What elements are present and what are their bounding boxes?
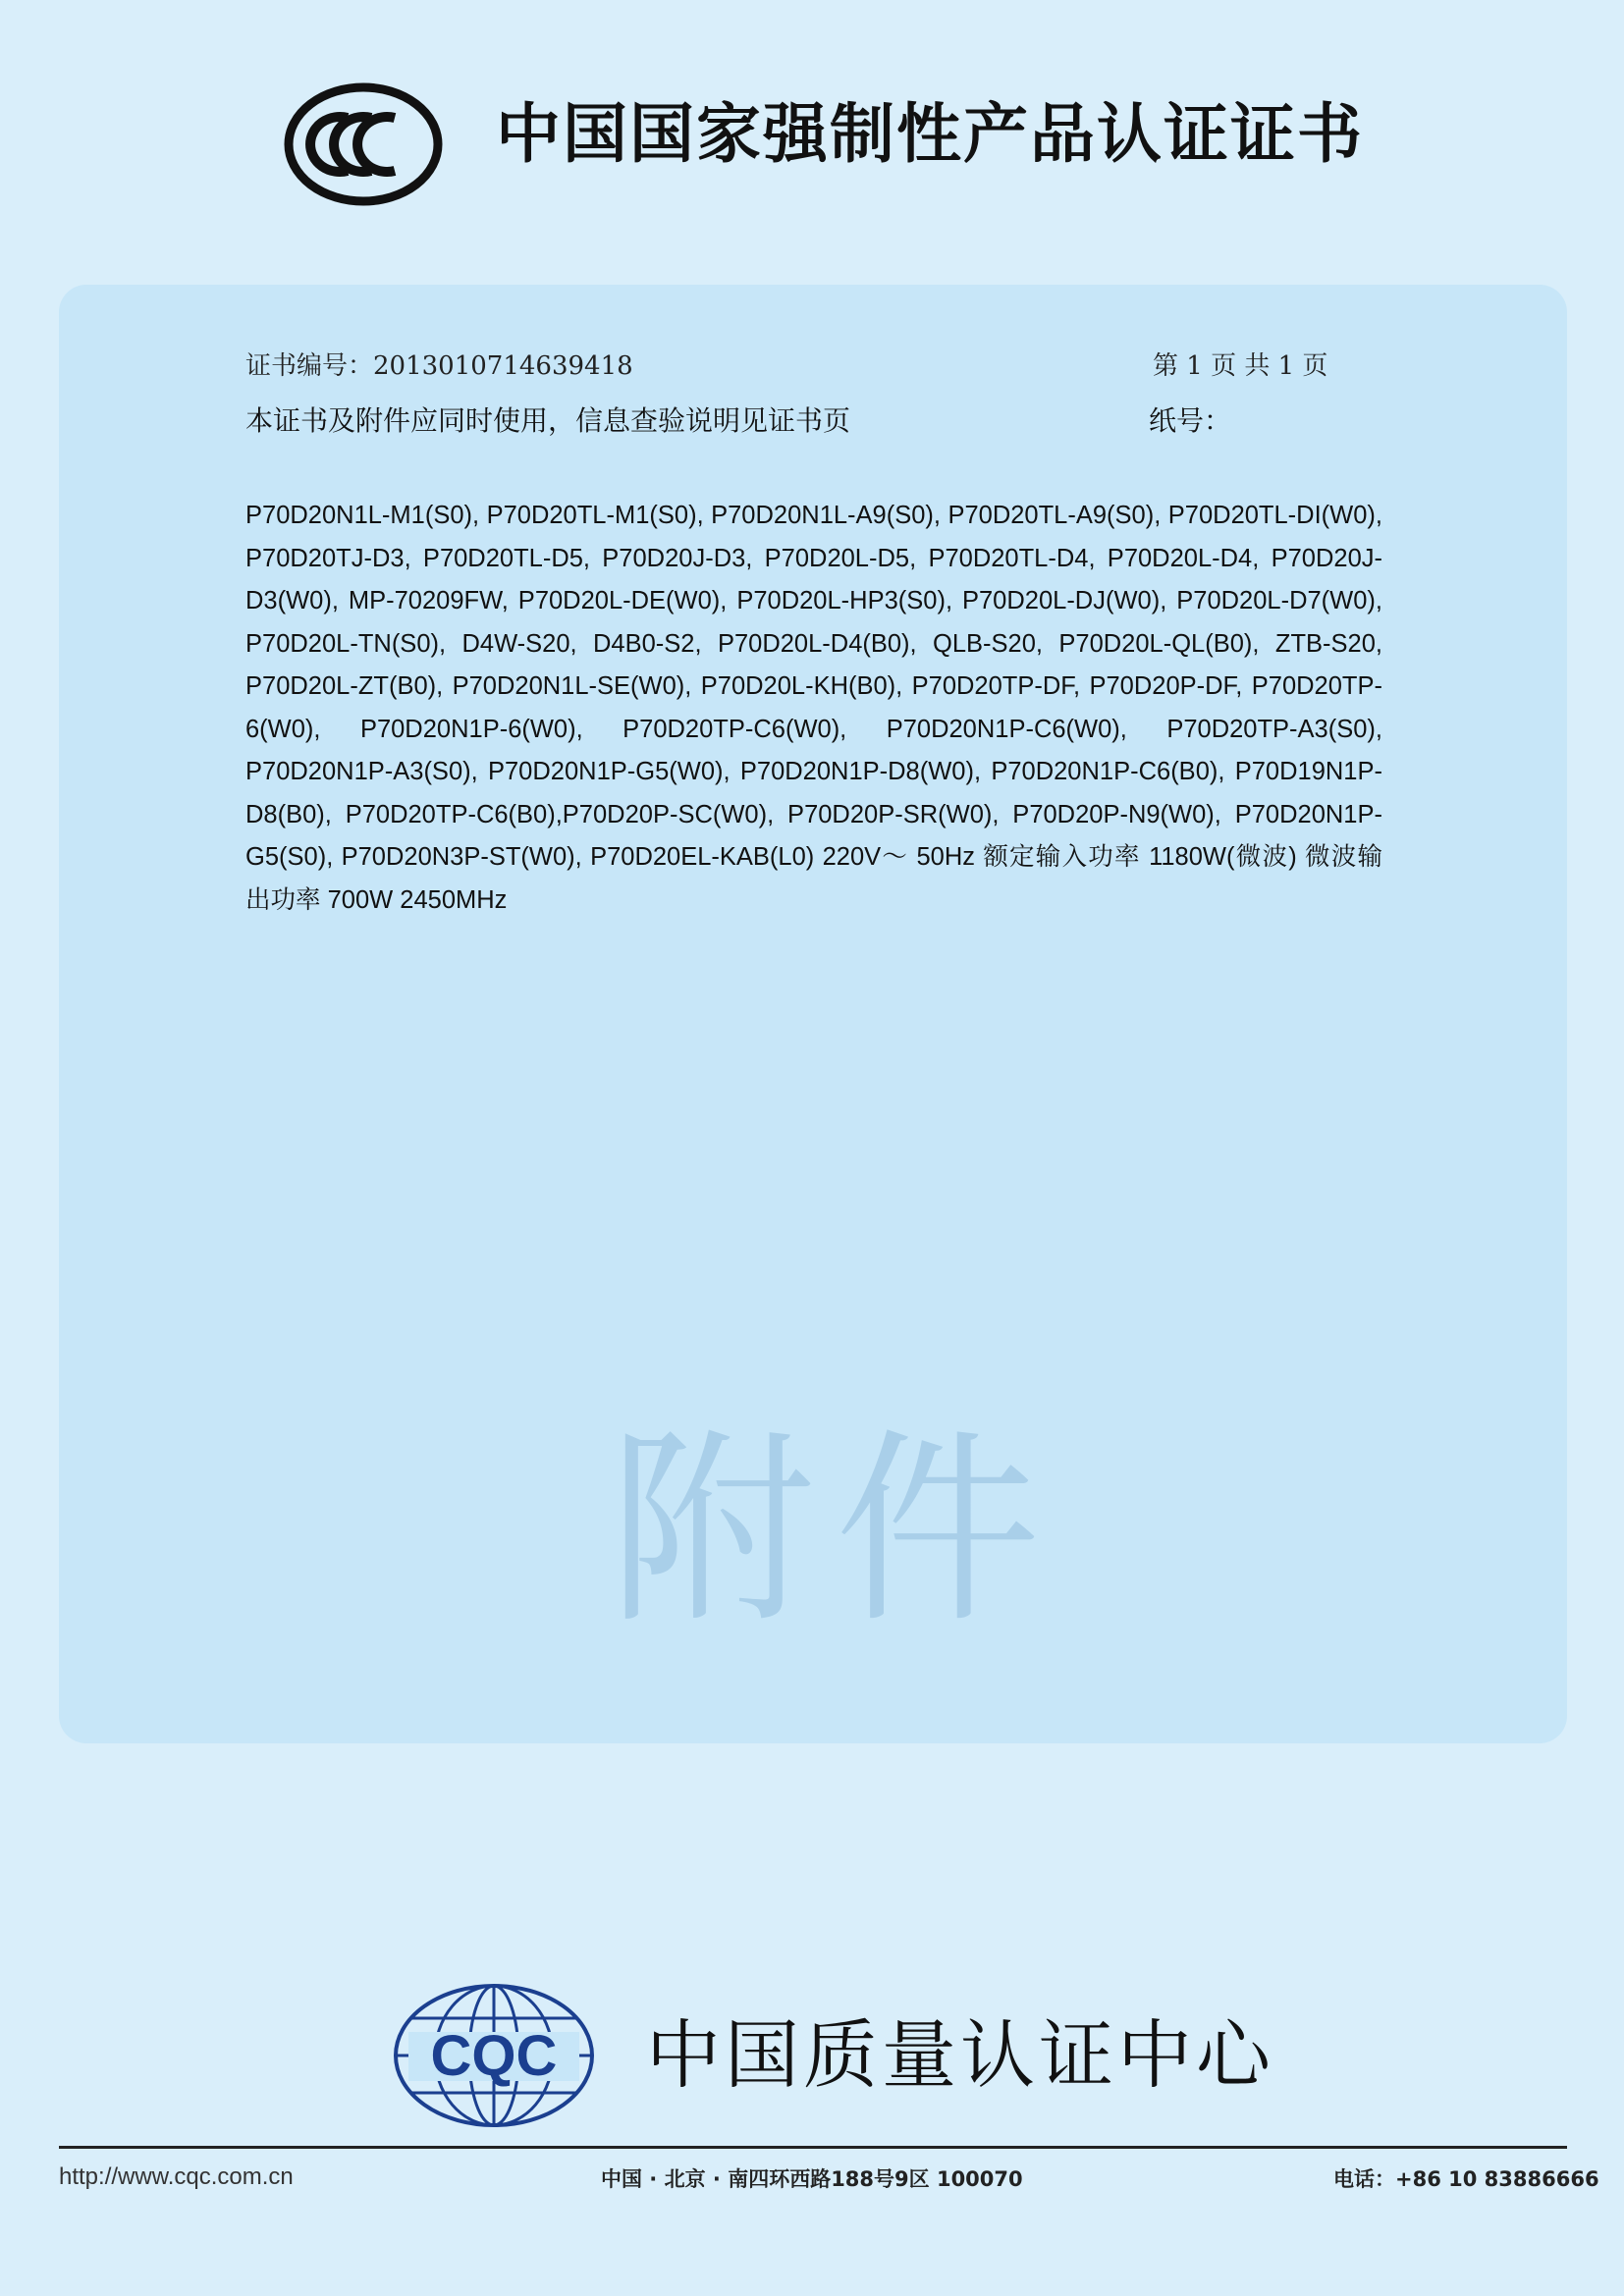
cqc-logo-text: CQC bbox=[430, 2024, 558, 2088]
footer-address: 中国 · 北京 · 南四环西路188号9区 100070 bbox=[601, 2167, 1023, 2191]
ccc-logo-icon bbox=[283, 80, 444, 208]
usage-note: 本证书及附件应同时使用，信息查验说明见证书页 bbox=[245, 404, 851, 437]
certificate-header bbox=[0, 0, 1624, 285]
footer-phone: 电话：+86 10 83886666 bbox=[1333, 2167, 1599, 2191]
paper-number-label: 纸号： bbox=[1149, 404, 1232, 437]
watermark: 附件 bbox=[609, 1411, 1061, 1651]
page-title: 中国国家强制性产品认证证书 bbox=[496, 96, 1364, 172]
cqc-logo-icon bbox=[391, 1981, 597, 2130]
footer-title: 中国质量认证中心 bbox=[646, 2011, 1274, 2099]
certificate-number: 证书编号：2013010714639418 bbox=[245, 351, 633, 381]
model-list: P70D20N1L-M1(S0), P70D20TL-M1(S0), P70D20N1L-A9(S0), P70D20TL-A9(S0), P70D20TL-DI(W0), P70D20TJ-D3, P70D20TL-D5, P70D20J-D3, P70D20L-D5, P70D20TL-D4, P70D20L-D4, P70D20J-D3(W0), MP-70209FW, P70D20L-DE(W0), P70D20L-HP3(S0), P70D20L-DJ(W0), P70D20L-D7(W0), P70D20L-TN(S0), D4W-S20, D4B0-S2, P70D20L-D4(B0), QLB-S20, P70D20L-QL(B0), ZTB-S20, P70D20L-ZT(B0), P70D20N1L-SE(W0), P70D20L-KH(B0), P70D20TP-DF, P70D20P-DF, P70D20TP-6(W0), P70D20N1P-6(W0), P70D20TP-C6(W0), P70D20N1P-C6(W0), P70D20TP-A3(S0), P70D20N1P-A3(S0), P70D20N1P-G5(W0), P70D20N1P-D8(W0), P70D20N1P-C6(B0), P70D19N1P-D8(B0), P70D20TP-C6(B0),P70D20P-SC(W0), P70D20P-SR(W0), P70D20P-N9(W0), P70D20N1P-G5(S0), P70D20N3P-ST(W0), P70D20EL-KAB(L0) 220V～ 50Hz 额定输入功率 1180W(微波) 微波输出功率 700W 2450MHz bbox=[245, 502, 1382, 914]
page-info: 第 1 页 共 1 页 bbox=[1153, 351, 1328, 381]
footer-url-link[interactable]: http://www.cqc.com.cn bbox=[59, 2163, 294, 2190]
footer-divider bbox=[59, 2146, 1567, 2149]
